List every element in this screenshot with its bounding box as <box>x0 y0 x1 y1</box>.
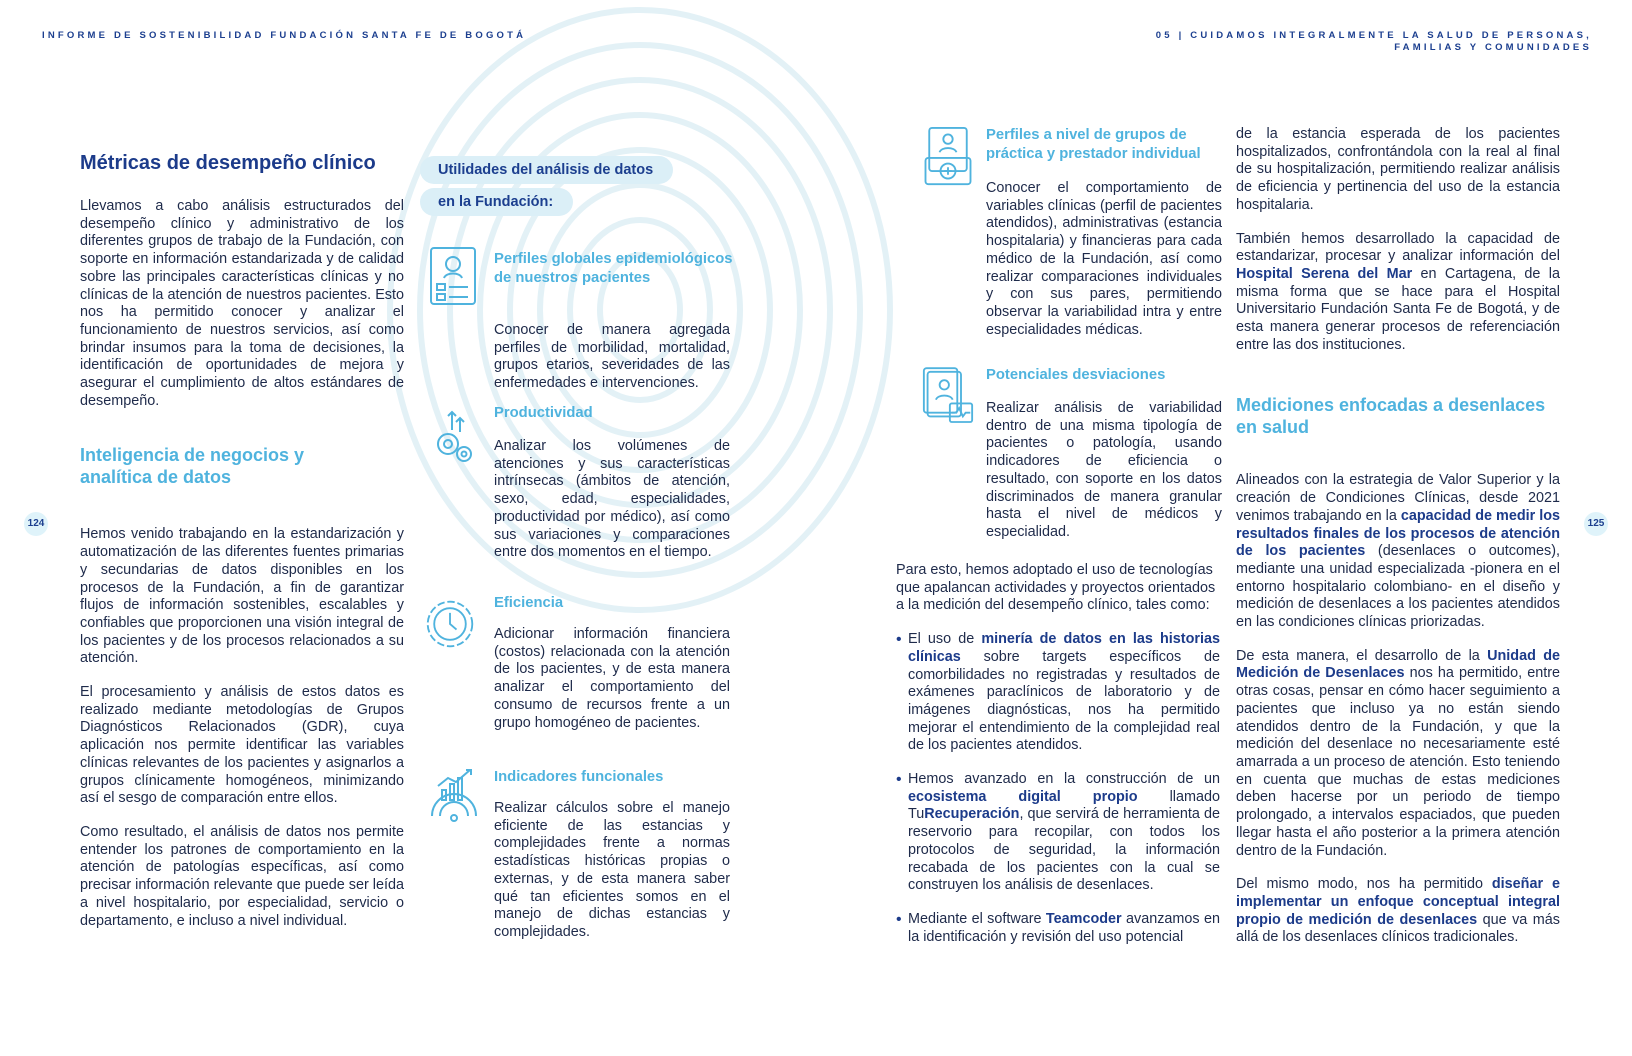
subsection-title: Mediciones enfocadas a desenlaces en salud <box>1236 395 1546 438</box>
profile-report-icon <box>428 246 480 306</box>
column-4 <box>1236 126 1560 963</box>
pill-label: en la Fundación: <box>420 188 573 216</box>
utilities-heading <box>420 156 673 216</box>
paragraph: Del mismo modo, nos ha permitido diseñar e implementar un enfoque conceptual integral propio de medición de desenlaces que va más allá de los desenlaces clínicos tradicionales. <box>1236 876 1560 946</box>
item-title: Potenciales desviaciones <box>986 367 1166 383</box>
subsection-title: Inteligencia de negocios y analítica de datos <box>80 445 305 488</box>
technologies-section <box>896 562 1220 962</box>
paragraph: Como resultado, el análisis de datos nos permite entender los patrones de comportamiento en la atención de patologías específicas, así como precisar información relevante que puede ser leída a nivel hospitalario, por especialidad, servicio o departamento, e incluso a nivel individual. <box>80 823 404 929</box>
gears-growth-icon <box>428 404 480 464</box>
list-item: • Hemos avanzado en la construcción de un ecosistema digital propio llamado TuRecuperación, que servirá de herramienta de reservorio para recopilar, con todos los protocolos de seguridad, la información recabada de los pacientes con la cual se construyen los análisis de desenlaces. <box>896 771 1220 895</box>
technology-list <box>896 631 1220 946</box>
column-1 <box>80 150 404 946</box>
paragraph: El procesamiento y análisis de estos datos es realizado mediante metodologías de Grupos Diagnósticos Relacionados (GDR), cuya aplicación nos permite identificar las variables clínicas relevantes de los pacientes y asignarlos a grupos clínicamente homogéneos, minimizando así el sesgo de comparación entre ellos. <box>80 684 404 807</box>
utility-item <box>922 366 1224 540</box>
intro-paragraph: Para esto, hemos adoptado el uso de tecnologías que apalancan actividades y proyectos orientados a la medición del desempeño clínico, tales como: <box>896 562 1216 614</box>
item-body: Realizar cálculos sobre el manejo eficiente de las estancias y complejidades frente a normas estadísticas históricas propias o externas, y de esta manera saber qué tan eficientes somos en el manejo de dichas estancias y complejidades. <box>494 800 730 940</box>
paragraph: De esta manera, el desarrollo de la Unidad de Medición de Desenlaces nos ha permitido, entre otras cosas, pensar en cómo hacer seguimiento a pacientes que incluso ya no están siendo atendidos dentro de la Fundación, y que la medición del desenlace no necesariamente esté amarrada a un proceso de atención. Esto teniendo en cuenta que muchas de estas mediciones deben hacerse por un periodo de tiempo prolongado, a intervalos espaciados, que pueden llegar hasta el año posterior a la primera atención dentro de la Fundación. <box>1236 647 1561 859</box>
report-header: INFORME DE SOSTENIBILIDAD FUNDACIÓN SANTA FE DE BOGOTÁ <box>42 30 527 41</box>
paragraph: También hemos desarrollado la capacidad de estandarizar, procesar y analizar información del Hospital Serena del Mar en Cartagena, de la misma forma que se hace para el Hospital Universitario Fundación Santa Fe de Bogotá, y de esta manera generar procesos de referenciación entre las dos instituciones. <box>1236 230 1560 353</box>
utility-item <box>428 246 733 396</box>
chapter-header-line2: FAMILIAS Y COMUNIDADES <box>1394 42 1592 53</box>
pill-label: Utilidades del análisis de datos <box>420 156 673 184</box>
paragraph: Hemos venido trabajando en la estandarización y automatización de las diferentes fuentes primarias y secundarias de datos disponibles en los procesos de la Fundación, a fin de garantizar flujos de información sostenibles, escalables y confiables que proporcionen una visión integral de los pacientes y de los procesos relacionados a su atención. <box>80 526 404 667</box>
doctor-id-icon <box>922 126 974 186</box>
section-title: Métricas de desempeño clínico <box>80 152 376 174</box>
paragraph: Alineados con la estrategia de Valor Superior y la creación de Condiciones Clínicas, desde 2021 venimos trabajando en la capacidad de medir los resultados finales de los procesos de atención de los pacientes (desenlaces o outcomes), mediante una unidad especializada -pionera en el entorno hospitalario colombiano- en el diseño y medición de desenlaces a los pacientes atendidos en las condiciones clínicas priorizadas. <box>1236 472 1561 631</box>
item-body: Conocer el comportamiento de variables clínicas (perfil de pacientes atendidos), administrativas (estancia hospitalaria) y financieras para cada médico de la Fundación, así como realizar comparaciones individuales y con sus pares, permitiendo observar la variabilidad intra y entre especialidades médicas. <box>986 180 1222 338</box>
page-number-right: 125 <box>1584 512 1608 536</box>
gauge-chart-icon <box>428 766 480 826</box>
utility-item <box>428 766 730 940</box>
utility-item <box>424 594 730 734</box>
patient-monitor-icon <box>922 366 974 426</box>
item-body: Adicionar información financiera (costos) relacionada con la atención de los pacientes, y de esta manera analizar el comportamiento del consumo de recursos frente a un grupo homogéneo de pacientes. <box>494 626 730 731</box>
item-title: Eficiencia <box>494 595 564 611</box>
item-body: Realizar análisis de variabilidad dentro de una misma tipología de pacientes o patología, usando indicadores de eficiencia o resultado, con soporte en los datos discriminados de manera granular hasta el nivel de médicos y especialidad. <box>986 400 1222 540</box>
gear-clock-icon <box>424 594 476 654</box>
paragraph: Llevamos a cabo análisis estructurados del desempeño clínico y administrativo de los diferentes grupos de trabajo de la Fundación, con soporte en información estandarizada y de calidad sobre las principales características clínicas y no clínicas de la atención de nuestros pacientes. Esto nos ha permitido conocer y analizar el funcionamiento de nuestros servicios, así como brindar insumos para la toma de decisiones, la identificación de oportunidades de mejora y asegurar el cumplimiento de altos estándares de desempeño. <box>80 198 404 409</box>
item-title: Perfiles globales epidemiológicos de nuestros pacientes <box>494 251 733 286</box>
utility-item <box>428 404 730 564</box>
item-title: Productividad <box>494 405 593 421</box>
item-title: Perfiles a nivel de grupos de práctica y prestador individual <box>986 127 1201 162</box>
paragraph: de la estancia esperada de los pacientes hospitalizados, confrontándola con la real al final de su hospitalización, permitiendo realizar análisis de eficiencia y pertinencia del uso de la estancia hospitalaria. <box>1236 126 1560 213</box>
chapter-header-line1: 05 | CUIDAMOS INTEGRALMENTE LA SALUD DE PERSONAS, <box>1155 30 1592 41</box>
list-item: • El uso de minería de datos en las historias clínicas sobre targets específicos de comorbilidades no registradas y resultados de exámenes paraclínicos de laboratorio y de imágenes diagnósticas, nos ha permitido mejorar el entendimiento de la complejidad real de los pacientes atendidos. <box>896 631 1220 755</box>
list-item: • Mediante el software Teamcoder avanzamos en la identificación y revisión del uso potencial <box>896 911 1220 946</box>
chapter-header <box>1132 30 1592 54</box>
item-body: Conocer de manera agregada perfiles de morbilidad, mortalidad, grupos etarios, severidades de las enfermedades e intervenciones. <box>494 322 730 392</box>
page-number-left: 124 <box>24 512 48 536</box>
item-title: Indicadores funcionales <box>494 769 664 785</box>
utility-item <box>922 126 1224 346</box>
item-body: Analizar los volúmenes de atenciones y sus características intrínsecas (ámbitos de atención, sexo, edad, especialidades, productividad por médico), así como sus variaciones y comparaciones entre dos momentos en el tiempo. <box>494 438 730 561</box>
